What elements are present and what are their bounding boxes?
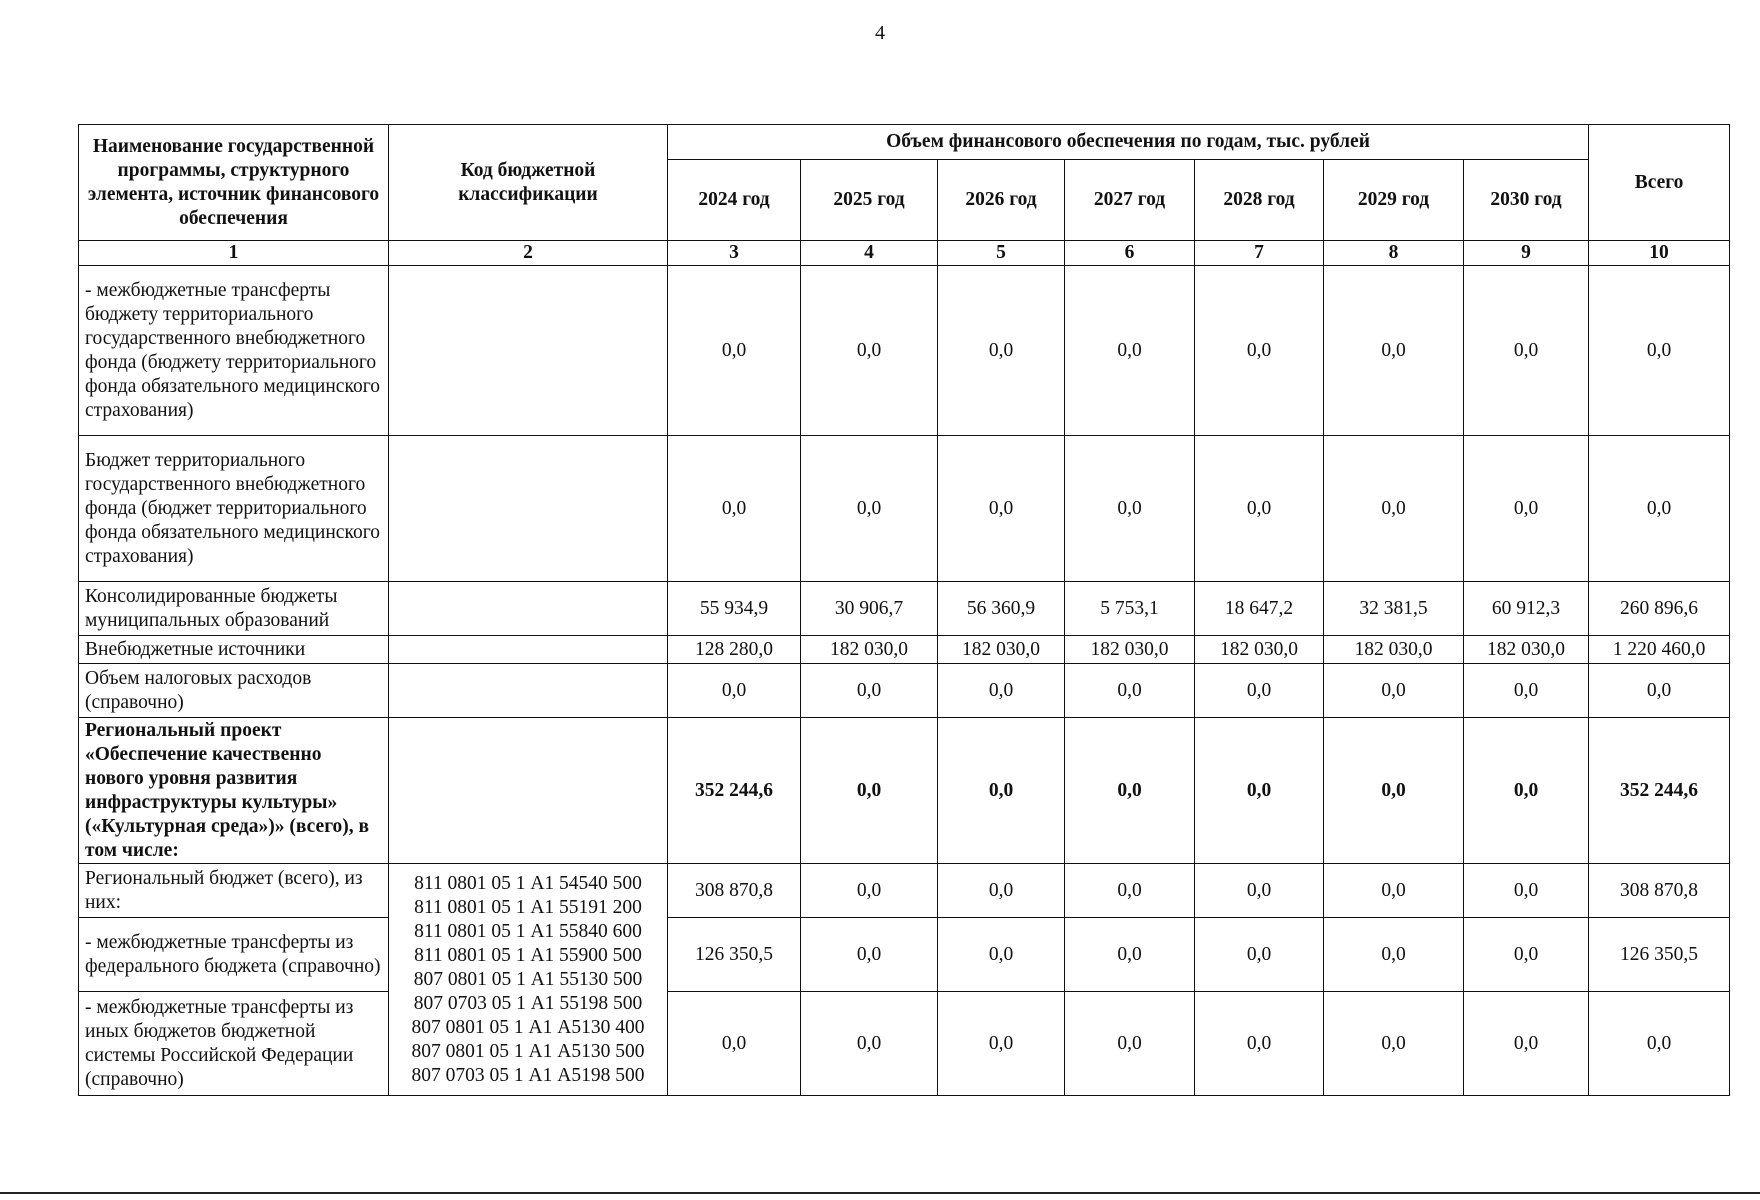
column-number: 6 [1065,241,1195,266]
row-label: Внебюджетные источники [79,636,389,664]
value-cell: 0,0 [1464,864,1589,918]
value-cell: 0,0 [1324,664,1464,718]
column-number: 1 [79,241,389,266]
value-cell: 0,0 [1464,918,1589,992]
value-cell: 182 030,0 [1464,636,1589,664]
value-cell: 182 030,0 [1324,636,1464,664]
page-number: 4 [875,22,885,44]
value-cell: 0,0 [668,992,801,1096]
value-cell: 0,0 [1065,918,1195,992]
total-cell: 0,0 [1589,266,1730,436]
budget-code-cell [389,664,668,718]
table-row [79,664,1730,718]
budget-code: 811 0801 05 1 А1 55191 200 [414,896,642,918]
value-cell: 32 381,5 [1324,582,1464,636]
value-cell: 0,0 [1464,992,1589,1096]
value-cell: 0,0 [938,664,1065,718]
row-label: Консолидированные бюджеты муниципальных образований [79,582,389,636]
table-row [79,992,1730,1096]
value-cell: 55 934,9 [668,582,801,636]
budget-code: 807 0703 05 1 А1 55198 500 [413,992,643,1014]
total-cell: 0,0 [1589,664,1730,718]
column-number: 8 [1324,241,1464,266]
header-name: Наименование государственной программы, структурного элемента, источник финансового обеспечения [79,125,389,241]
total-cell: 308 870,8 [1589,864,1730,918]
value-cell: 18 647,2 [1195,582,1324,636]
header-year: 2025 год [801,160,938,241]
budget-code: 807 0801 05 1 А1 55130 500 [413,968,643,990]
value-cell: 0,0 [1195,266,1324,436]
value-cell: 60 912,3 [1464,582,1589,636]
column-number: 3 [668,241,801,266]
financing-table [78,124,1730,1096]
bottom-rule [0,1192,1760,1194]
table-row [79,718,1730,864]
table-row [79,582,1730,636]
value-cell: 0,0 [668,664,801,718]
budget-code-cell [389,582,668,636]
budget-code-cell [389,718,668,864]
value-cell: 0,0 [1065,864,1195,918]
total-cell: 352 244,6 [1589,718,1730,864]
value-cell: 0,0 [938,864,1065,918]
row-label: - межбюджетные трансферты из иных бюджетов бюджетной системы Российской Федерации (справочно) [79,992,389,1096]
header-year: 2030 год [1464,160,1589,241]
table-row [79,864,1730,918]
value-cell: 0,0 [801,918,938,992]
value-cell: 182 030,0 [801,636,938,664]
total-cell: 0,0 [1589,992,1730,1096]
value-cell: 0,0 [938,436,1065,582]
value-cell: 0,0 [801,436,938,582]
value-cell: 0,0 [1464,718,1589,864]
value-cell: 0,0 [1065,992,1195,1096]
row-label: - межбюджетные трансферты из федерального бюджета (справочно) [79,918,389,992]
budget-code-cell [389,636,668,664]
total-cell: 126 350,5 [1589,918,1730,992]
header-total: Всего [1589,125,1730,241]
value-cell: 0,0 [1195,718,1324,864]
value-cell: 0,0 [1324,864,1464,918]
value-cell: 0,0 [1065,718,1195,864]
total-cell: 0,0 [1589,436,1730,582]
value-cell: 0,0 [1195,918,1324,992]
value-cell: 0,0 [801,864,938,918]
table-row [79,918,1730,992]
value-cell: 56 360,9 [938,582,1065,636]
value-cell: 0,0 [1065,436,1195,582]
value-cell: 0,0 [938,266,1065,436]
value-cell: 182 030,0 [938,636,1065,664]
budget-code: 807 0703 05 1 А1 А5198 500 [411,1064,645,1086]
value-cell: 352 244,6 [668,718,801,864]
column-number: 5 [938,241,1065,266]
value-cell: 128 280,0 [668,636,801,664]
value-cell: 182 030,0 [1065,636,1195,664]
table-row [79,266,1730,436]
value-cell: 0,0 [1065,664,1195,718]
total-cell: 1 220 460,0 [1589,636,1730,664]
value-cell: 126 350,5 [668,918,801,992]
value-cell: 0,0 [1195,992,1324,1096]
budget-code: 811 0801 05 1 А1 55840 600 [414,920,642,942]
column-number: 2 [389,241,668,266]
value-cell: 0,0 [1195,664,1324,718]
value-cell: 5 753,1 [1065,582,1195,636]
value-cell: 0,0 [668,266,801,436]
value-cell: 0,0 [1324,718,1464,864]
value-cell: 308 870,8 [668,864,801,918]
value-cell: 0,0 [668,436,801,582]
column-number: 7 [1195,241,1324,266]
value-cell: 182 030,0 [1195,636,1324,664]
value-cell: 0,0 [1324,918,1464,992]
header-code: Код бюджетной классификации [389,125,668,241]
row-label: Региональный бюджет (всего), из них: [79,864,389,918]
column-number: 9 [1464,241,1589,266]
value-cell: 0,0 [938,918,1065,992]
header-year: 2029 год [1324,160,1464,241]
budget-code: 807 0801 05 1 А1 А5130 400 [411,1016,645,1038]
column-number: 10 [1589,241,1730,266]
value-cell: 0,0 [1324,992,1464,1096]
header-year: 2027 год [1065,160,1195,241]
value-cell: 0,0 [1065,266,1195,436]
value-cell: 30 906,7 [801,582,938,636]
value-cell: 0,0 [1324,266,1464,436]
header-year: 2026 год [938,160,1065,241]
budget-code: 811 0801 05 1 А1 54540 500 [414,872,642,894]
value-cell: 0,0 [801,718,938,864]
header-year: 2024 год [668,160,801,241]
value-cell: 0,0 [938,992,1065,1096]
value-cell: 0,0 [1195,864,1324,918]
value-cell: 0,0 [801,992,938,1096]
value-cell: 0,0 [801,266,938,436]
budget-code: 811 0801 05 1 А1 55900 500 [414,944,642,966]
budget-code-cell [389,436,668,582]
total-cell: 260 896,6 [1589,582,1730,636]
row-label: Бюджет территориального государственного внебюджетного фонда (бюджет территориального фонда обязательного медицинского страхования) [79,436,389,582]
value-cell: 0,0 [1324,436,1464,582]
row-label: - межбюджетные трансферты бюджету территориального государственного внебюджетного фонда (бюджету территориального фонда обязательного медицинского страхования) [79,266,389,436]
budget-codes-list [389,864,668,1096]
row-label: Региональный проект «Обеспечение качественно нового уровня развития инфраструктуры культуры» («Культурная среда»)» (всего), в том числе: [79,718,389,864]
value-cell: 0,0 [1464,664,1589,718]
value-cell: 0,0 [1195,436,1324,582]
header-year: 2028 год [1195,160,1324,241]
budget-code-cell [389,266,668,436]
column-number: 4 [801,241,938,266]
budget-code: 807 0801 05 1 А1 А5130 500 [411,1040,645,1062]
row-label: Объем налоговых расходов (справочно) [79,664,389,718]
table-row [79,636,1730,664]
header-volume: Объем финансового обеспечения по годам, тыс. рублей [668,125,1589,160]
value-cell: 0,0 [801,664,938,718]
value-cell: 0,0 [1464,266,1589,436]
table-row [79,436,1730,582]
value-cell: 0,0 [938,718,1065,864]
value-cell: 0,0 [1464,436,1589,582]
